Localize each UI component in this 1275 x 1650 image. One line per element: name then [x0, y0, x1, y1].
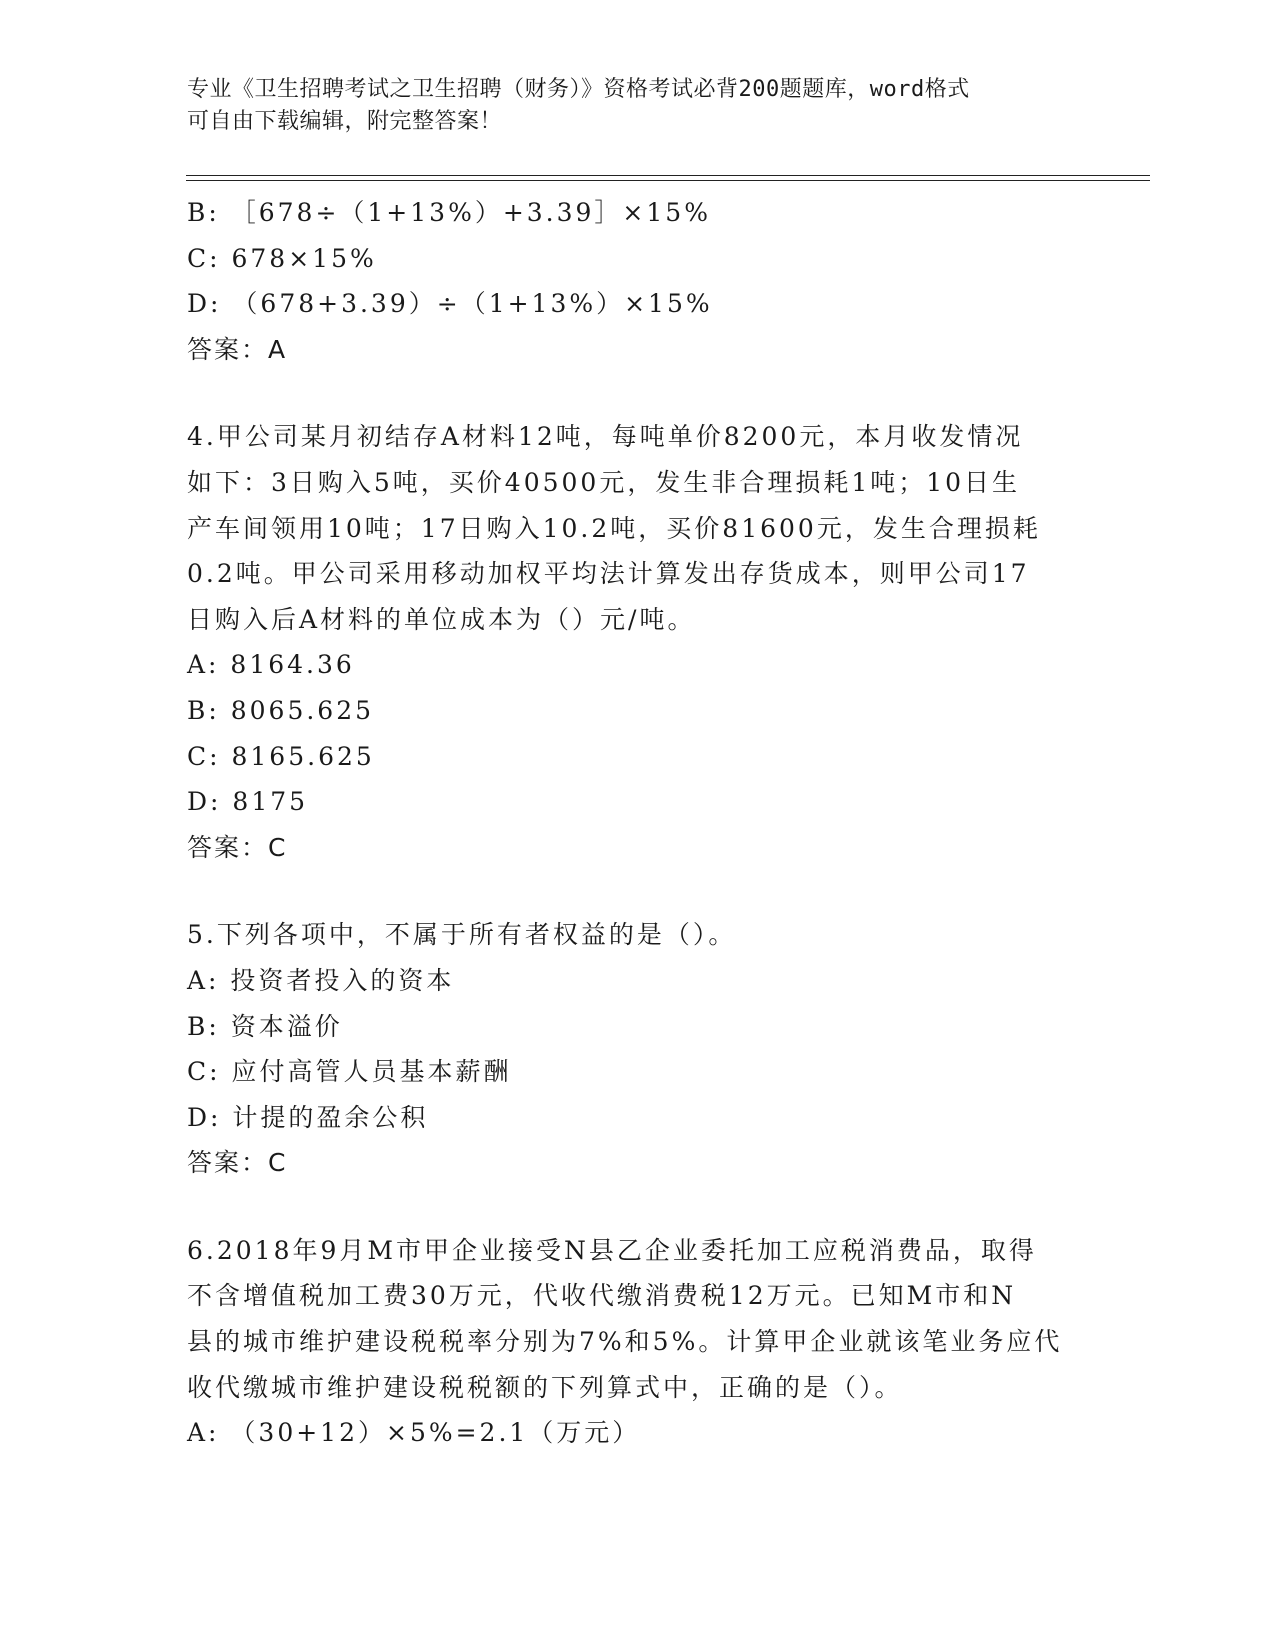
question-3-tail [187, 190, 1087, 372]
option-b: B: ［678÷（1+13%）+3.39］×15% [187, 198, 711, 227]
option-c: C: 8165.625 [187, 741, 375, 771]
option-d: D: 计提的盈余公积 [187, 1102, 429, 1132]
answer-label: 答案：C [187, 1148, 288, 1178]
header-title-line-2: 可自由下载编辑，附完整答案！ [187, 109, 503, 134]
option-b: B: 资本溢价 [187, 1011, 343, 1041]
option-d: D: （678+3.39）÷（1+13%）×15% [187, 289, 713, 319]
header-title-line-1: 专业《卫生招聘考试之卫生招聘（财务）》资格考试必背200题题库，word格式 [187, 77, 970, 102]
option-b: B: 8065.625 [187, 695, 375, 725]
question-stem-line: 4.甲公司某月初结存A材料12吨，每吨单价8200元，本月收发情况 [187, 422, 1024, 452]
option-c: C: 678×15% [187, 243, 377, 273]
question-5 [187, 912, 1087, 1186]
question-stem-line: 6.2018年9月M市甲企业接受N县乙企业委托加工应税消费品，取得 [187, 1235, 1037, 1265]
question-content [187, 190, 1087, 1456]
question-stem-line: 县的城市维护建设税税率分别为7%和5%。计算甲企业就该笔业务应代 [187, 1327, 1063, 1357]
question-4 [187, 414, 1087, 870]
question-spacer [187, 870, 1087, 912]
question-stem-line: 如下：3日购入5吨，买价40500元，发生非合理损耗1吨；10日生 [187, 467, 1021, 497]
question-stem-line: 5.下列各项中，不属于所有者权益的是（）。 [187, 920, 737, 950]
option-a: A: 投资者投入的资本 [187, 965, 455, 995]
question-stem-line: 收代缴城市维护建设税税额的下列算式中，正确的是（）。 [187, 1372, 903, 1402]
question-6 [187, 1228, 1087, 1456]
question-spacer [187, 372, 1087, 414]
question-stem-line: 不含增值税加工费30万元，代收代缴消费税12万元。已知M市和N [187, 1281, 1017, 1311]
option-d: D: 8175 [187, 787, 309, 817]
header-rule-bottom [186, 180, 1150, 181]
answer-label: 答案：A [187, 334, 288, 364]
option-a: A: （30+12）×5%=2.1（万元） [187, 1418, 641, 1448]
option-a: A: 8164.36 [187, 650, 355, 680]
question-stem-line: 产车间领用10吨；17日购入10.2吨，买价81600元，发生合理损耗 [187, 513, 1041, 543]
option-c: C: 应付高管人员基本薪酬 [187, 1057, 512, 1087]
document-header [187, 74, 1087, 138]
header-rule-top [186, 175, 1150, 176]
question-stem-line: 0.2吨。甲公司采用移动加权平均法计算发出存货成本，则甲公司17 [187, 559, 1030, 589]
question-spacer [187, 1186, 1087, 1228]
answer-label: 答案：C [187, 832, 288, 862]
question-stem-line: 日购入后A材料的单位成本为（）元/吨。 [187, 604, 696, 634]
